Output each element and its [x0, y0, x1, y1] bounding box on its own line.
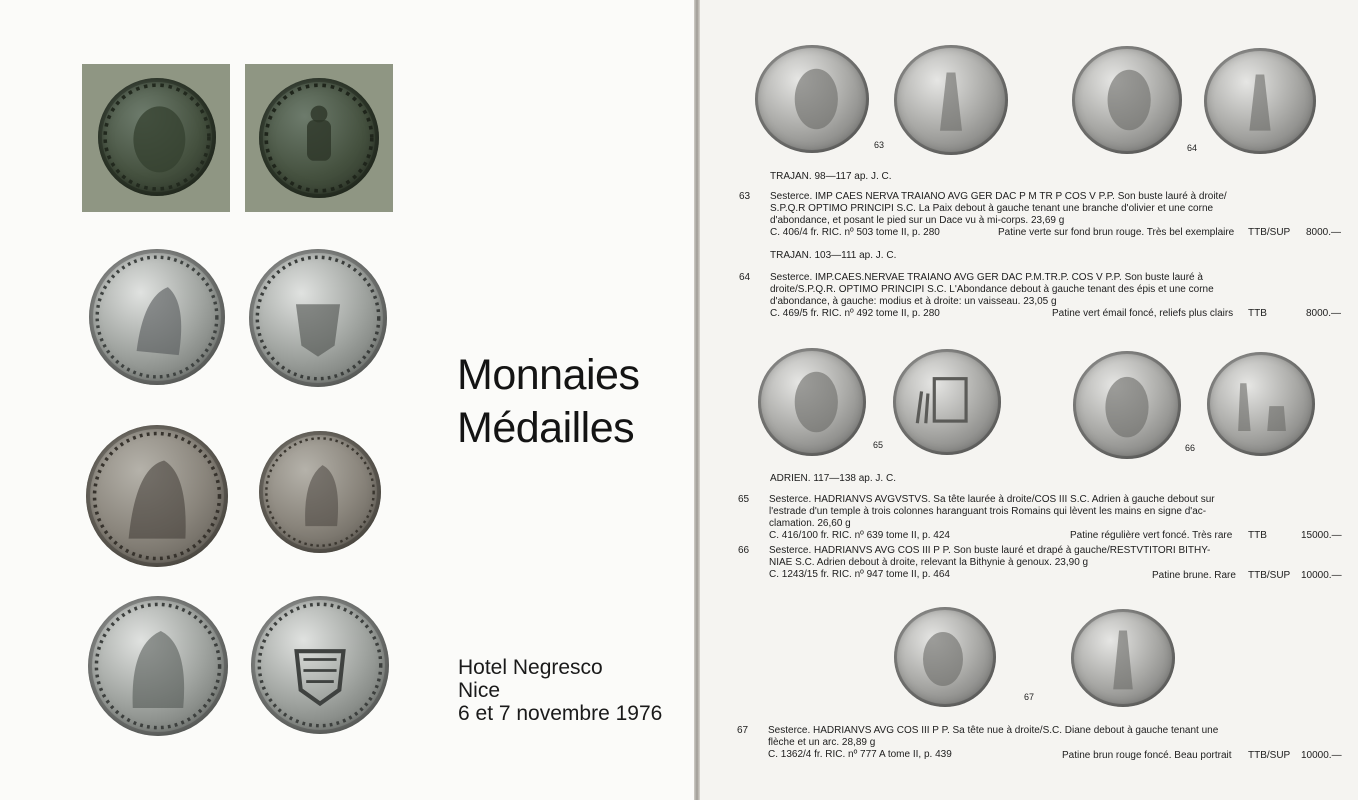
lot-references: C. 1243/15 fr. RIC. nº 947 tome II, p. 464 — [769, 569, 950, 580]
lot-remark: Patine vert émail foncé, reliefs plus clairs — [1052, 308, 1234, 319]
lot-price: 10000.— — [1301, 750, 1342, 761]
lot-grade: TTB/SUP — [1248, 750, 1291, 761]
lot-description-line: d'abondance, et posant le pied sur un Dace vu à mi-corps. 23,69 g — [770, 215, 1065, 226]
lot-price: 10000.— — [1301, 570, 1342, 581]
louis-monaco-obverse-coin — [88, 596, 228, 736]
lot-references: C. 469/5 fr. RIC. nº 492 tome II, p. 280 — [770, 308, 940, 319]
lot-number: 67 — [737, 725, 749, 736]
lot-description-line: Sesterce. HADRIANVS AVG COS III P P. Son buste lauré et drapé à gauche/RESTVTITORI BITHY- — [769, 545, 1211, 556]
lot-description-line: clamation. 26,60 g — [769, 518, 851, 529]
catalogue-listing-page — [700, 0, 1358, 800]
lot-number: 65 — [738, 494, 750, 505]
arms-medal-reverse-coin — [249, 249, 387, 387]
lot-63-obverse-coin — [755, 45, 869, 153]
henri-tour-obverse-coin — [86, 425, 228, 567]
lot-65-reverse-coin — [893, 349, 1001, 455]
catalogue-title-line-1: Monnaies — [457, 351, 640, 399]
lot-price: 15000.— — [1301, 530, 1342, 541]
coin-photo-tile — [245, 64, 393, 212]
lot-64-obverse-coin — [1072, 46, 1182, 154]
lot-description-line: Sesterce. HADRIANVS AVGVSTVS. Sa tête laurée à droite/COS III S.C. Adrien à gauche debout sur — [769, 494, 1215, 505]
lot-remark: Patine brun rouge foncé. Beau portrait — [1062, 750, 1232, 761]
venue-name: Hotel Negresco — [458, 656, 603, 679]
lot-grade: TTB — [1248, 308, 1267, 319]
section-heading: TRAJAN. 98—117 ap. J. C. — [770, 171, 892, 182]
seated-figure-reverse-coin — [259, 78, 379, 198]
lot-references: C. 1362/4 fr. RIC. nº 777 A tome II, p. 439 — [768, 749, 952, 760]
lot-65-obverse-coin — [758, 348, 866, 456]
lot-63-reverse-coin — [894, 45, 1008, 155]
lot-67-reverse-coin — [1071, 609, 1175, 707]
lot-63-photo-number: 63 — [874, 140, 885, 150]
lot-description-line: d'abondance, à gauche: modius et à droite: un vaisseau. 23,05 g — [770, 296, 1057, 307]
lot-67-photo-number: 67 — [1024, 692, 1035, 702]
lot-references: C. 416/100 fr. RIC. nº 639 tome II, p. 424 — [769, 530, 950, 541]
lot-66-photo-number: 66 — [1185, 443, 1196, 453]
lot-description-line: Sesterce. IMP CAES NERVA TRAIANO AVG GER DAC P M TR P COS V P.P. Son buste lauré à droite/ — [770, 191, 1227, 202]
section-heading: TRAJAN. 103—111 ap. J. C. — [770, 250, 897, 261]
lot-grade: TTB — [1248, 530, 1267, 541]
lot-description-line: S.P.Q.R OPTIMO PRINCIPI S.C. La Paix debout à gauche tenant une branche d'olivier et une corne — [770, 203, 1214, 214]
lot-64-reverse-coin — [1204, 48, 1316, 154]
lot-description-line: Sesterce. HADRIANVS AVG COS III P P. Sa tête nue à droite/S.C. Diane debout à gauche tenant une — [768, 725, 1219, 736]
lot-remark: Patine régulière vert foncé. Très rare — [1070, 530, 1233, 541]
lot-number: 64 — [739, 272, 751, 283]
lot-grade: TTB/SUP — [1248, 227, 1291, 238]
lot-66-obverse-coin — [1073, 351, 1181, 459]
lot-remark: Patine brune. Rare — [1152, 570, 1236, 581]
lot-description-line: flèche et un arc. 28,89 g — [768, 737, 876, 748]
lot-67-obverse-coin — [894, 607, 996, 707]
lot-64-photo-number: 64 — [1187, 143, 1198, 153]
lot-66-reverse-coin — [1207, 352, 1315, 456]
lot-references: C. 406/4 fr. RIC. nº 503 tome II, p. 280 — [770, 227, 940, 238]
catalogue-title-line-2: Médailles — [457, 404, 635, 452]
lot-65-photo-number: 65 — [873, 440, 884, 450]
coin-photo-tile — [82, 64, 230, 212]
lot-number: 66 — [738, 545, 750, 556]
galba-sestertius-obverse-coin — [98, 78, 216, 196]
monaco-arms-reverse-coin — [251, 596, 389, 734]
venue-city: Nice — [458, 679, 501, 702]
lot-description-line: droite/S.P.Q.R. OPTIMO PRINCIPI S.C. L'Abondance debout à gauche tenant des épis et une corne — [770, 284, 1214, 295]
lot-price: 8000.— — [1306, 308, 1342, 319]
lot-description-line: l'estrade d'un temple à trois colonnes haranguant trois Romains qui lèvent les mains en signe d'ac- — [769, 506, 1207, 517]
lot-description-line: Sesterce. IMP.CAES.NERVAE TRAIANO AVG GER DAC P.M.TR.P. COS V P.P. Son buste lauré à — [770, 272, 1203, 283]
lot-price: 8000.— — [1306, 227, 1342, 238]
henri-medal-obverse-coin — [89, 249, 225, 385]
lot-description-line: NIAE S.C. Adrien debout à droite, relevant la Bithynie à genoux. 23,90 g — [769, 557, 1089, 568]
lot-grade: TTB/SUP — [1248, 570, 1291, 581]
lot-number: 63 — [739, 191, 751, 202]
section-heading: ADRIEN. 117—138 ap. J. C. — [770, 473, 896, 484]
honore-medal-coin — [259, 431, 381, 553]
lot-remark: Patine verte sur fond brun rouge. Très bel exemplaire — [998, 227, 1235, 238]
sale-dates: 6 et 7 novembre 1976 — [458, 702, 663, 725]
